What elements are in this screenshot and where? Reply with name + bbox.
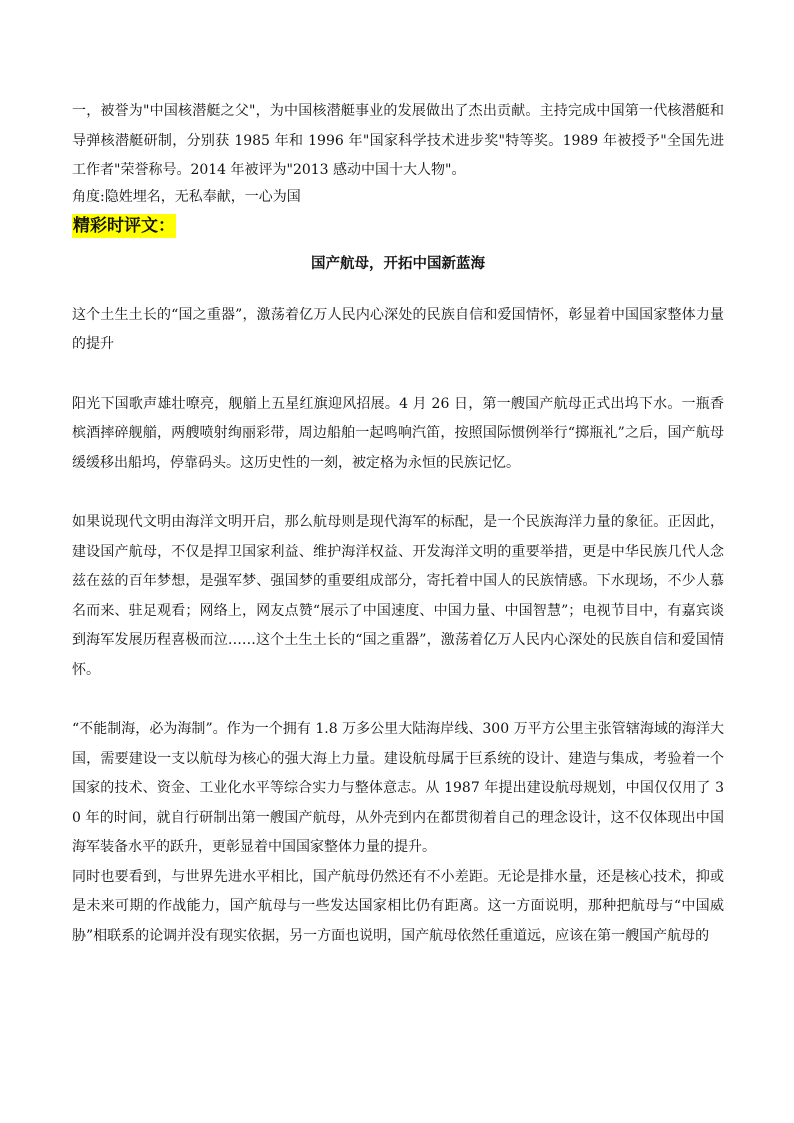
section-heading-wrap (72, 214, 724, 240)
article-paragraph-2: 阳光下国歌声雄壮嘹亮，舰艏上五星红旗迎风招展。4 月 26 日，第一艘国产航母正式出坞下水。一瓶香槟酒摔碎舰艏，两艘喷射绚丽彩带，周边船舶一起鸣响汽笛，按照国际惯例举行“掷瓶礼”之后，国产航母缓缓移出船坞，停靠码头。这历史性的一刻，被定格为永恒的民族记忆。 (72, 395, 724, 471)
angle-line: 角度:隐姓埋名，无私奉献，一心为国 (72, 188, 301, 205)
article-paragraph-1: 这个土生土长的“国之重器”，激荡着亿万人民内心深处的民族自信和爱国情怀，彰显着中国国家整体力量的提升 (72, 306, 724, 352)
document-page (72, 97, 724, 951)
article-paragraph-4: “不能制海，必为海制”。作为一个拥有 1.8 万多公里大陆海岸线、300 万平方公里主张管辖海域的海洋大国，需要建设一支以航母为核心的强大海上力量。建设航母属于巨系统的设计、建造与集成，考验着一个国家的技术、资金、工业化水平等综合实力与整体意志。从 1987 年提出建设航母规划，中国仅仅用了 30 年的时间，就自行研制出第一艘国产航母，从外壳到内在都贯彻着自己的理念设计，这不仅体现出中国海军装备水平的跃升，更彰显着中国国家整体力量的提升。 (72, 721, 724, 855)
intro-paragraph: 一，被誉为"中国核潜艇之父"，为中国核潜艇事业的发展做出了杰出贡献。主持完成中国第一代核潜艇和导弹核潜艇研制，分别获 1985 年和 1996 年"国家科学技术进步奖"特等奖。1989 年被授予"全国先进工作者"荣誉称号。2014 年被评为"2013 感动中国十大人物"。 (72, 103, 724, 178)
article-paragraph-5: 同时也要看到，与世界先进水平相比，国产航母仍然还有不小差距。无论是排水量，还是核心技术，抑或是未来可期的作战能力，国产航母与一些发达国家相比仍有距离。这一方面说明，那种把航母与“中国威胁”相联系的论调并没有现实依据，另一方面也说明，国产航母依然任重道远，应该在第一艘国产航母的 (72, 868, 724, 944)
section-heading: 精彩时评文： (73, 215, 175, 236)
article-paragraph-3: 如果说现代文明由海洋文明开启，那么航母则是现代海军的标配，是一个民族海洋力量的象征。正因此，建设国产航母，不仅是捍卫国家利益、维护海洋权益、开发海洋文明的重要举措，更是中华民族几代人念兹在兹的百年梦想，是强军梦、强国梦的重要组成部分，寄托着中国人的民族情感。下水现场，不少人慕名而来、驻足观看；网络上，网友点赞“展示了中国速度、中国力量、中国智慧”；电视节目中，有嘉宾谈到海军发展历程喜极而泣……这个土生土长的“国之重器”，激荡着亿万人民内心深处的民族自信和爱国情怀。 (72, 514, 724, 678)
article-title: 国产航母，开拓中国新蓝海 (311, 255, 485, 272)
